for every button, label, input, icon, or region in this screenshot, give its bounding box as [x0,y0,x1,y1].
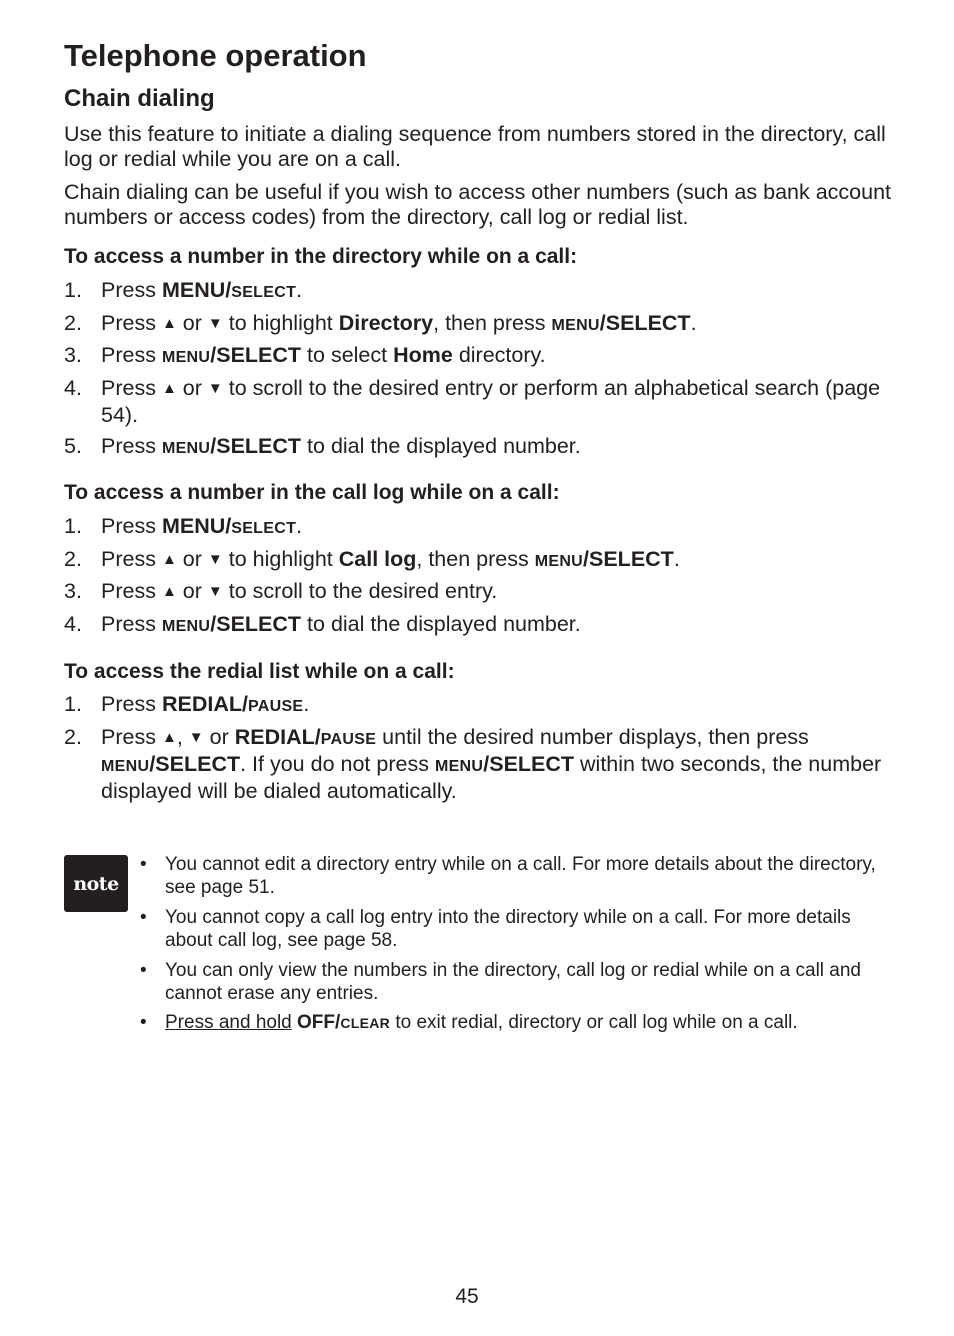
up-arrow-icon: ▲ [161,729,177,746]
down-arrow-icon: ▼ [207,551,223,568]
up-arrow-icon: ▲ [161,583,177,600]
note-bullet-1: • You cannot edit a directory entry while on a call. For more details about the directory, see page 51. [140,854,876,898]
call-log-step-4: 4. Press MENU/SELECT to dial the displayed number. [64,612,581,636]
bullet-icon: • [140,960,147,981]
step-number: 1. [64,692,82,716]
note-bullet-3: • You can only view the numbers in the directory, call log or redial while on a call and cannot erase any entries. [140,960,861,1004]
directory-heading: To access a number in the directory while on a call: [64,245,578,268]
step-number: 2. [64,725,82,749]
page-title: Telephone operation [64,38,367,73]
step-number: 2. [64,311,82,335]
step-number: 4. [64,376,82,400]
up-arrow-icon: ▲ [161,315,177,332]
section-title: Chain dialing [64,85,215,112]
step-number: 3. [64,343,82,367]
step-number: 1. [64,514,82,538]
call-log-step-2: 2. Press ▲ or ▼ to highlight Call log, then press MENU/SELECT. [64,547,680,571]
down-arrow-icon: ▼ [207,380,223,397]
up-arrow-icon: ▲ [161,551,177,568]
step-number: 4. [64,612,82,636]
call-log-step-1: 1. Press MENU/SELECT. [64,514,303,538]
note-bullet-4: • Press and hold OFF/CLEAR to exit redial, directory or call log while on a call. [140,1012,798,1033]
press-and-hold-link[interactable]: Press and hold [165,1012,292,1033]
bullet-icon: • [140,854,147,875]
page-number: 45 [455,1285,479,1308]
step-number: 3. [64,579,82,603]
bullet-icon: • [140,1012,147,1033]
intro-paragraph-1: Use this feature to initiate a dialing sequence from numbers stored in the directory, call log or redial while you are on a call. [64,122,886,171]
directory-step-1: 1. Press MENU/SELECT. [64,278,303,302]
step-number: 5. [64,434,82,458]
intro-paragraph-2: Chain dialing can be useful if you wish to access other numbers (such as bank account numbers or access codes) from the directory, call log or redial list. [64,180,892,229]
up-arrow-icon: ▲ [161,380,177,397]
directory-step-5: 5. Press MENU/SELECT to dial the displayed number. [64,434,581,458]
directory-step-4: 4. Press ▲ or ▼ to scroll to the desired entry or perform an alphabetical search (page 54). [64,376,881,427]
redial-step-1: 1. Press REDIAL/PAUSE. [64,692,310,716]
bullet-icon: • [140,907,147,928]
redial-heading: To access the redial list while on a call: [64,660,455,683]
note-icon: note [64,855,128,912]
call-log-heading: To access a number in the call log while on a call: [64,481,560,504]
directory-step-2: 2. Press ▲ or ▼ to highlight Directory, then press MENU/SELECT. [64,311,697,335]
call-log-step-3: 3. Press ▲ or ▼ to scroll to the desired entry. [64,579,498,603]
step-number: 1. [64,278,82,302]
down-arrow-icon: ▼ [188,729,204,746]
down-arrow-icon: ▼ [207,583,223,600]
directory-step-3: 3. Press MENU/SELECT to select Home directory. [64,343,546,367]
down-arrow-icon: ▼ [207,315,223,332]
redial-step-2: 2. Press ▲, ▼ or REDIAL/PAUSE until the desired number displays, then press MENU/SELECT. If you do not press MENU/SELECT within two seconds, the number displayed will be dialed automatically. [64,725,882,803]
note-bullet-2: • You cannot copy a call log entry into the directory while on a call. For more details about call log, see page 58. [140,907,851,951]
step-number: 2. [64,547,82,571]
